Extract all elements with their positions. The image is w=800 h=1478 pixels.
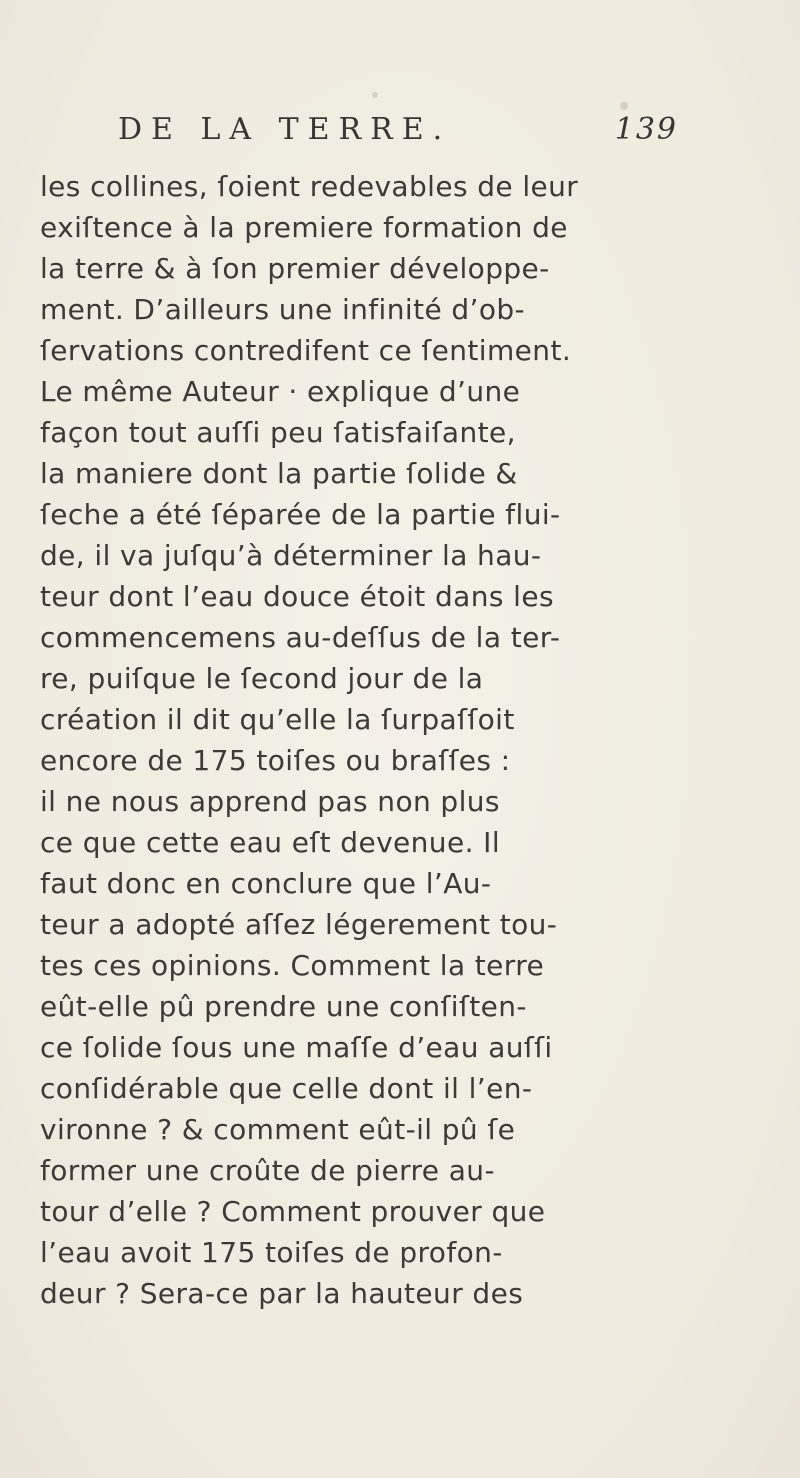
text-line: il ne nous apprend pas non plus	[40, 785, 500, 818]
text-line: Le même Auteur · explique d’une	[40, 375, 521, 408]
paper-spot	[620, 102, 628, 110]
text-line: teur a adopté aſſez légerement tou-	[40, 908, 558, 941]
text-line: les collines, ſoient redevables de leur	[40, 170, 579, 203]
text-line: ſeche a été ſéparée de la partie flui-	[40, 498, 561, 531]
text-line: deur ? Sera-ce par la hauteur des	[40, 1277, 524, 1310]
page-number: 139	[614, 112, 678, 147]
text-line: de, il va juſqu’à déterminer la hau-	[40, 539, 542, 572]
text-line: commencemens au-deſſus de la ter-	[40, 621, 561, 654]
text-line: conſidérable que celle dont il l’en-	[40, 1072, 533, 1105]
text-line: former une croûte de pierre au-	[40, 1154, 495, 1187]
text-line: ſervations contredifent ce ſentiment.	[40, 334, 572, 367]
text-line: teur dont l’eau douce étoit dans les	[40, 580, 554, 613]
text-line: encore de 175 toiſes ou braſſes :	[40, 744, 511, 777]
text-line: création il dit qu’elle la ſurpaſſoit	[40, 703, 515, 736]
text-line: ce que cette eau eſt devenue. Il	[40, 826, 501, 859]
text-line: faut donc en conclure que l’Au-	[40, 867, 492, 900]
text-line: ce ſolide ſous une maſſe d’eau auſſi	[40, 1031, 553, 1064]
running-head: DE LA TERRE.	[118, 112, 452, 147]
text-line: vironne ? & comment eût-il pû ſe	[40, 1113, 516, 1146]
text-line: exiſtence à la premiere formation de	[40, 211, 568, 244]
body-text	[40, 166, 780, 1314]
text-line: ment. D’ailleurs une infinité d’ob-	[40, 293, 526, 326]
text-line: re, puiſque le ſecond jour de la	[40, 662, 484, 695]
text-line: façon tout auſſi peu ſatisfaiſante,	[40, 416, 516, 449]
text-line: l’eau avoit 175 toiſes de profon-	[40, 1236, 503, 1269]
text-line: la terre & à ſon premier développe-	[40, 252, 550, 285]
paper-spot	[372, 92, 378, 98]
page-header	[118, 112, 678, 162]
text-line: la maniere dont la partie ſolide &	[40, 457, 518, 490]
text-line: eût-elle pû prendre une conſiſten-	[40, 990, 527, 1023]
text-line: tes ces opinions. Comment la terre	[40, 949, 545, 982]
text-line: tour d’elle ? Comment prouver que	[40, 1195, 546, 1228]
